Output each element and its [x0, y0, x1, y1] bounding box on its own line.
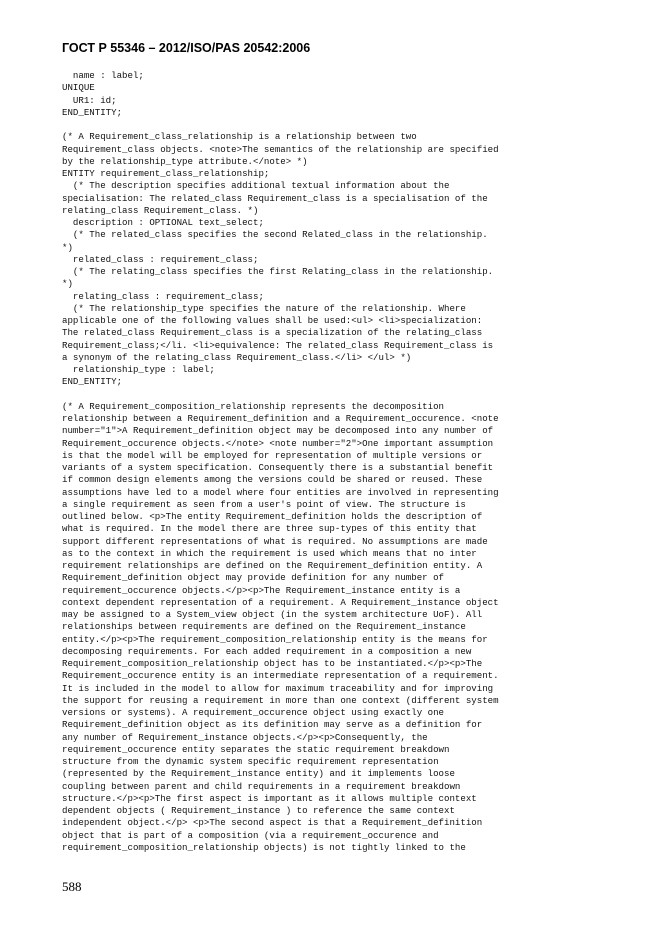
code-line: (* A Requirement_composition_relationship represents the decomposition: [62, 400, 444, 412]
code-line: variants of a system specification. Consequently there is a substantial benefit: [62, 462, 494, 473]
code-line: applicable one of the following values shall be used:<ul> <li>specialization:: [62, 315, 483, 326]
code-line: any number of Requirement_instance objects.</p><p>Consequently, the: [62, 731, 428, 743]
code-line: assumptions have led to a model where four entities are involved in representing: [62, 486, 499, 498]
code-line: END_ENTITY;: [62, 106, 123, 118]
code-line: if common design elements among the versions could be shared or reused. These: [62, 474, 483, 486]
code-line: number="1">A Requirement_definition object may be decomposed into any number of: [62, 425, 494, 437]
code-line: relationship between a Requirement_definition and a Requirement_occurence. <note: [62, 413, 499, 424]
code-line: requirement relationships are defined on the Requirement_definition entity. A: [62, 560, 483, 571]
code-line: object that is part of a composition (via a requirement_occurence and: [62, 829, 439, 841]
code-line: [62, 119, 622, 131]
code-line: *): [62, 241, 73, 253]
code-line: Requirement_class;</li. <li>equivalence: The related_class Requirement_class is: [62, 339, 494, 351]
code-line: It is included in the model to allow for maximum traceability and for improving: [62, 682, 494, 694]
code-line: support different representations of what is required. No assumptions are made: [62, 535, 488, 547]
code-line: entity.</p><p>The requirement_composition_relationship entity is the means for: [62, 633, 488, 645]
code-line: context dependent representation of a requirement. A Requirement_instance object: [62, 596, 499, 608]
code-line: specialisation: The related_class Requirement_class is a specialisation of the: [62, 192, 488, 204]
code-line: relating_class Requirement_class. *): [62, 204, 259, 216]
code-line: (represented by the Requirement_instance entity) and it implements loose: [62, 768, 455, 780]
code-line: is that the model will be employed for representation of multiple versions or: [62, 449, 483, 461]
code-line: relating_class : requirement_class;: [62, 290, 264, 302]
code-line: END_ENTITY;: [62, 376, 123, 388]
code-line: (* A Requirement_class_relationship is a relationship between two: [62, 131, 417, 143]
code-line: UR1: id;: [62, 94, 117, 106]
code-line: [62, 389, 622, 401]
code-line: coupling between parent and child requirements in a requirement breakdown: [62, 780, 461, 792]
code-line: structure from the dynamic system specific requirement representation: [62, 756, 439, 767]
code-line: Requirement_occurence entity is an intermediate representation of a requirement.: [62, 670, 499, 682]
code-line: (* The description specifies additional textual information about the: [62, 180, 450, 192]
code-line: independent object.</p> <p>The second aspect is that a Requirement_definition: [62, 817, 483, 829]
code-line: Requirement_definition object as its definition may serve as a definition for: [62, 719, 483, 731]
code-line: by the relationship_type attribute.</note> *): [62, 155, 308, 167]
code-line: Requirement_definition object may provide definition for any number of: [62, 572, 444, 584]
code-line: ENTITY requirement_class_relationship;: [62, 168, 270, 179]
code-line: related_class : requirement_class;: [62, 253, 259, 265]
code-line: *): [62, 278, 73, 290]
code-line: (* The relating_class specifies the first Relating_class in the relationship.: [62, 266, 494, 277]
code-line: versions or systems). A requirement_occurence object using exactly one: [62, 707, 444, 718]
document-header: ГОСТ Р 55346 – 2012/ISO/PAS 20542:2006: [62, 41, 311, 55]
code-line: requirement_composition_relationship objects) is not tightly linked to the: [62, 841, 466, 853]
page-number: 588: [62, 879, 82, 894]
code-line: name : label;: [62, 70, 144, 81]
code-line: (* The related_class specifies the second Related_class in the relationship.: [62, 229, 488, 241]
code-line: may be assigned to a System_view object (in the system architecture UoF). All: [62, 609, 483, 620]
code-line: dependent objects ( Requirement_instance ) to reference the same context: [62, 805, 455, 816]
code-line: as to the context in which the requirement is used which means that no inter: [62, 547, 477, 559]
express-code-block: [62, 70, 622, 854]
code-line: Requirement_occurence objects.</note> <note number="2">One important assumption: [62, 437, 494, 449]
code-line: a single requirement as seen from a user's point of view. The structure is: [62, 498, 466, 510]
code-line: requirement_occurence objects.</p><p>The Requirement_instance entity is a: [62, 584, 461, 596]
code-line: description : OPTIONAL text_select;: [62, 217, 264, 228]
code-line: a synonym of the relating_class Requirement_class.</li> </ul> *): [62, 351, 412, 363]
code-line: the support for reusing a requirement in more than one context (different system: [62, 694, 499, 706]
code-line: relationships between requirements are defined on the Requirement_instance: [62, 621, 466, 633]
code-line: Requirement_composition_relationship object has to be instantiated.</p><p>The: [62, 658, 483, 669]
code-line: requirement_occurence entity separates the static requirement breakdown: [62, 743, 450, 755]
code-line: relationship_type : label;: [62, 364, 215, 375]
code-line: decomposing requirements. For each added requirement in a composition a new: [62, 645, 472, 657]
code-line: UNIQUE: [62, 82, 95, 94]
code-line: structure.</p><p>The first aspect is important as it allows multiple context: [62, 792, 477, 804]
code-line: (* The relationship_type specifies the nature of the relationship. Where: [62, 302, 466, 314]
code-line: outlined below. <p>The entity Requirement_definition holds the description of: [62, 511, 483, 522]
code-line: The related_class Requirement_class is a specialization of the relating_class: [62, 327, 483, 339]
code-line: Requirement_class objects. <note>The semantics of the relationship are specified: [62, 143, 499, 155]
code-line: what is required. In the model there are three sup-types of this entity that: [62, 523, 477, 535]
